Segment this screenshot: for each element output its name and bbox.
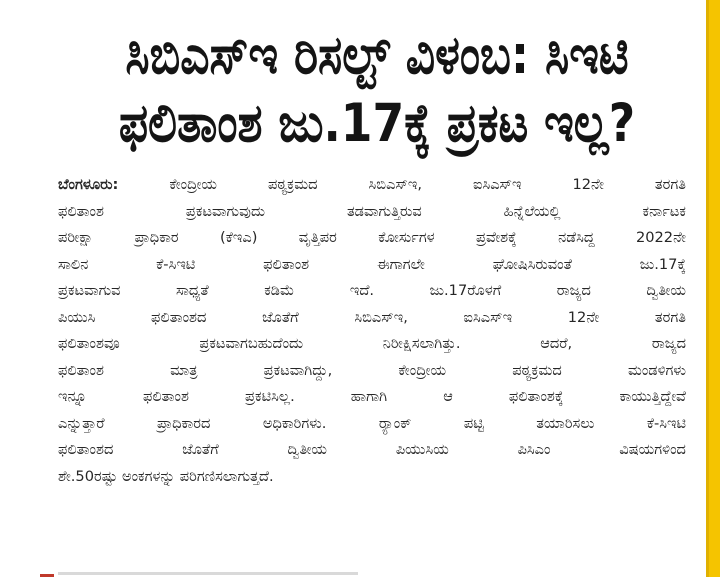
body-line-4: ಸಾಲಿನ ಕೆ-ಸಿಇಟಿ ಫಲಿತಾಂಶ ಈಗಾಗಲೇ ಘೋಷಿಸಿರುವಂತೆ ಜು.17ಕ್ಕೆ	[58, 255, 686, 273]
article-body	[58, 172, 686, 490]
body-line-3: ಪರೀಕ್ಷಾ ಪ್ರಾಧಿಕಾರ (ಕೆಇಎ) ವೃತ್ತಿಪರ ಕೋರ್ಸುಗಳ ಪ್ರವೇಶಕ್ಕೆ ನಡೆಸಿದ್ದ 2022ನೇ	[58, 229, 686, 246]
body-line-1-text: ಕೇಂದ್ರೀಯ ಪಠ್ಯಕ್ರಮದ ಸಿಬಿಎಸ್‌ಇ, ಐಸಿಎಸ್‌ಇ 12ನೇ ತರಗತಿ	[118, 176, 686, 193]
yellow-page-edge-shadow	[706, 0, 709, 577]
body-line-1	[58, 172, 686, 199]
body-line-7: ಫಲಿತಾಂಶವೂ ಪ್ರಕಟವಾಗಬಹುದೆಂದು ನಿರೀಕ್ಷಿಸಲಾಗಿತ್ತು. ಆದರೆ, ರಾಜ್ಯದ	[58, 335, 686, 352]
body-line-2: ಫಲಿತಾಂಶ ಪ್ರಕಟವಾಗುವುದು ತಡವಾಗುತ್ತಿರುವ ಹಿನ್ನೆಲೆಯಲ್ಲಿ ಕರ್ನಾಟಕ	[58, 202, 686, 220]
body-line-11: ಫಲಿತಾಂಶದ ಜೊತೆಗೆ ದ್ವಿತೀಯ ಪಿಯುಸಿಯ ಪಿಸಿಎಂ ವಿಷಯಗಳಿಂದ	[58, 441, 686, 458]
article-headline	[103, 22, 652, 158]
body-line-5: ಪ್ರಕಟವಾಗುವ ಸಾಧ್ಯತೆ ಕಡಿಮೆ ಇದೆ. ಜು.17ರೊಳಗೆ ರಾಜ್ಯದ ದ್ವಿತೀಯ	[58, 282, 686, 299]
yellow-page-edge	[706, 0, 720, 577]
headline-line-2: ಫಲಿತಾಂಶ ಜು.17ಕ್ಕೆ ಪ್ರಕಟ ಇಲ್ಲ?	[118, 93, 636, 154]
body-line-12: ಶೇ.50ರಷ್ಟು ಅಂಕಗಳನ್ನು ಪರಿಗಣಿಸಲಾಗುತ್ತದೆ.	[58, 467, 274, 485]
news-article	[58, 22, 696, 562]
dateline: ಬೆಂಗಳೂರು:	[58, 176, 119, 193]
headline-line-1: ಸಿಬಿಎಸ್‌ಇ ರಿಸಲ್ಟ್ ವಿಳಂಬ: ಸಿಇಟಿ	[125, 25, 629, 86]
body-line-9: ಇನ್ನೂ ಫಲಿತಾಂಶ ಪ್ರಕಟಿಸಿಲ್ಲ. ಹಾಗಾಗಿ ಆ ಫಲಿತಾಂಶಕ್ಕೆ ಕಾಯುತ್ತಿದ್ದೇವೆ	[58, 388, 686, 405]
footer-rule	[58, 572, 358, 575]
body-line-6: ಪಿಯುಸಿ ಫಲಿತಾಂಶದ ಜೊತೆಗೆ ಸಿಬಿಎಸ್‌ಇ, ಐಸಿಎಸ್‌ಇ 12ನೇ ತರಗತಿ	[58, 308, 686, 326]
body-line-10: ಎನ್ನುತ್ತಾರೆ ಪ್ರಾಧಿಕಾರದ ಅಧಿಕಾರಿಗಳು. ರ‍್ಯಾಂಕ್ ಪಟ್ಟಿ ತಯಾರಿಸಲು ಕೆ-ಸಿಇಟಿ	[58, 414, 686, 432]
body-line-8: ಫಲಿತಾಂಶ ಮಾತ್ರ ಪ್ರಕಟವಾಗಿದ್ದು, ಕೇಂದ್ರೀಯ ಪಠ್ಯಕ್ರಮದ ಮಂಡಳಿಗಳು	[58, 361, 686, 379]
